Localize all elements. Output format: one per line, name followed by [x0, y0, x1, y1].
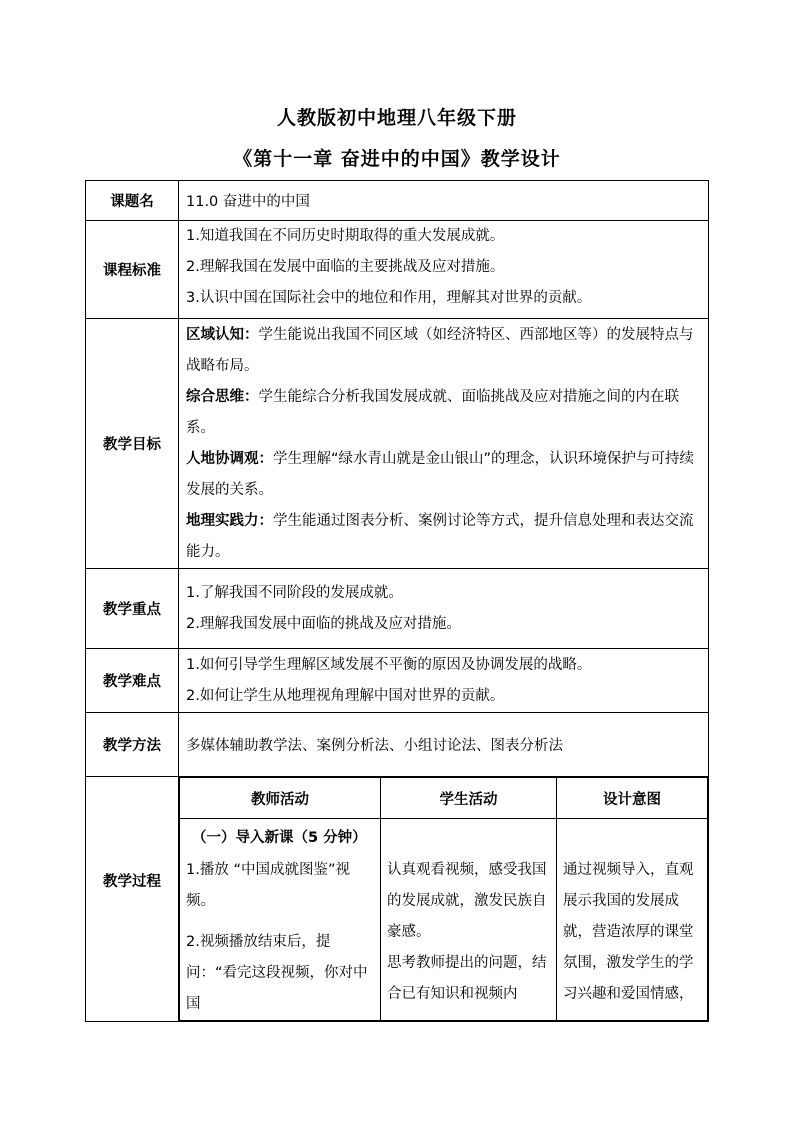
label-methods: 教学方法	[86, 713, 179, 777]
goal-lead: 综合思维：	[186, 389, 259, 405]
goal-item	[186, 382, 701, 444]
row-key-points	[86, 569, 709, 649]
lesson-name-value: 11.0 奋进中的中国	[186, 194, 310, 210]
row-lesson-name	[86, 181, 709, 221]
student-text: 认真观看视频，感受我国的发展成就，激发民族自豪感。	[387, 862, 547, 940]
label-standards: 课程标准	[86, 221, 179, 319]
label-difficulties: 教学难点	[86, 649, 179, 713]
goal-lead: 人地协调观：	[186, 451, 273, 467]
student-activity	[381, 819, 557, 1021]
standard-item: 3.认识中国在国际社会中的地位和作用，理解其对世界的贡献。	[186, 290, 592, 306]
goal-text: 学生能综合分析我国发展成就、面临挑战及应对措施之间的内在联系。	[186, 389, 679, 436]
teacher-activity	[180, 819, 381, 1021]
document-subtitle: 《第十一章 奋进中的中国》教学设计	[233, 148, 561, 170]
design-intent	[557, 819, 708, 1021]
goal-item	[186, 320, 701, 382]
row-goals	[86, 319, 709, 569]
lesson-plan-table	[85, 180, 709, 1022]
difficulty-item: 1.如何引导学生理解区域发展不平衡的原因及协调发展的战略。	[186, 657, 592, 673]
header-student: 学生活动	[381, 778, 557, 819]
key-point-item: 2.理解我国发展中面临的挑战及应对措施。	[186, 616, 461, 632]
label-goals: 教学目标	[86, 319, 179, 569]
goal-text: 学生理解“绿水青山就是金山银山”的理念，认识环境保护与可持续发展的关系。	[186, 451, 695, 498]
student-text: 思考教师提出的问题，结合已有知识和视频内	[387, 955, 547, 1002]
header-teacher: 教师活动	[180, 778, 381, 819]
document-title: 人教版初中地理八年级下册	[276, 107, 517, 129]
goal-text: 学生能通过图表分析、案例讨论等方式，提升信息处理和表达交流能力。	[186, 513, 694, 560]
process-header-row	[180, 778, 708, 819]
goal-item	[186, 444, 701, 506]
difficulty-item: 2.如何让学生从地理视角理解中国对世界的贡献。	[186, 688, 505, 704]
standard-item: 1.知道我国在不同历史时期取得的重大发展成就。	[186, 228, 505, 244]
label-key-points: 教学重点	[86, 569, 179, 649]
teacher-step: 1.播放 “中国成就图鉴”视频。	[186, 862, 350, 909]
goal-lead: 区域认知：	[186, 327, 259, 343]
standard-item: 2.理解我国在发展中面临的主要挑战及应对措施。	[186, 259, 505, 275]
row-methods	[86, 713, 709, 777]
methods-value: 多媒体辅助教学法、案例分析法、小组讨论法、图表分析法	[186, 738, 563, 754]
goal-text: 学生能说出我国不同区域（如经济特区、西部地区等）的发展特点与战略布局。	[186, 327, 694, 374]
key-point-item: 1.了解我国不同阶段的发展成就。	[186, 585, 403, 601]
label-lesson-name: 课题名	[86, 181, 179, 221]
row-process	[86, 777, 709, 1022]
row-difficulties	[86, 649, 709, 713]
goal-item	[186, 506, 701, 568]
goal-lead: 地理实践力：	[186, 513, 273, 529]
teacher-step: 2.视频播放结束后，提问：“看完这段视频，你对中国	[186, 934, 368, 1012]
process-body-row	[180, 819, 708, 1021]
row-standards	[86, 221, 709, 319]
process-table	[179, 777, 708, 1021]
intent-text: 通过视频导入，直观展示我国的发展成就，营造浓厚的课堂氛围，激发学生的学习兴趣和爱国情感，	[563, 862, 694, 1002]
label-process: 教学过程	[103, 874, 161, 890]
stage-title: （一）导入新课（5 分钟）	[192, 830, 367, 846]
header-intent: 设计意图	[557, 778, 708, 819]
